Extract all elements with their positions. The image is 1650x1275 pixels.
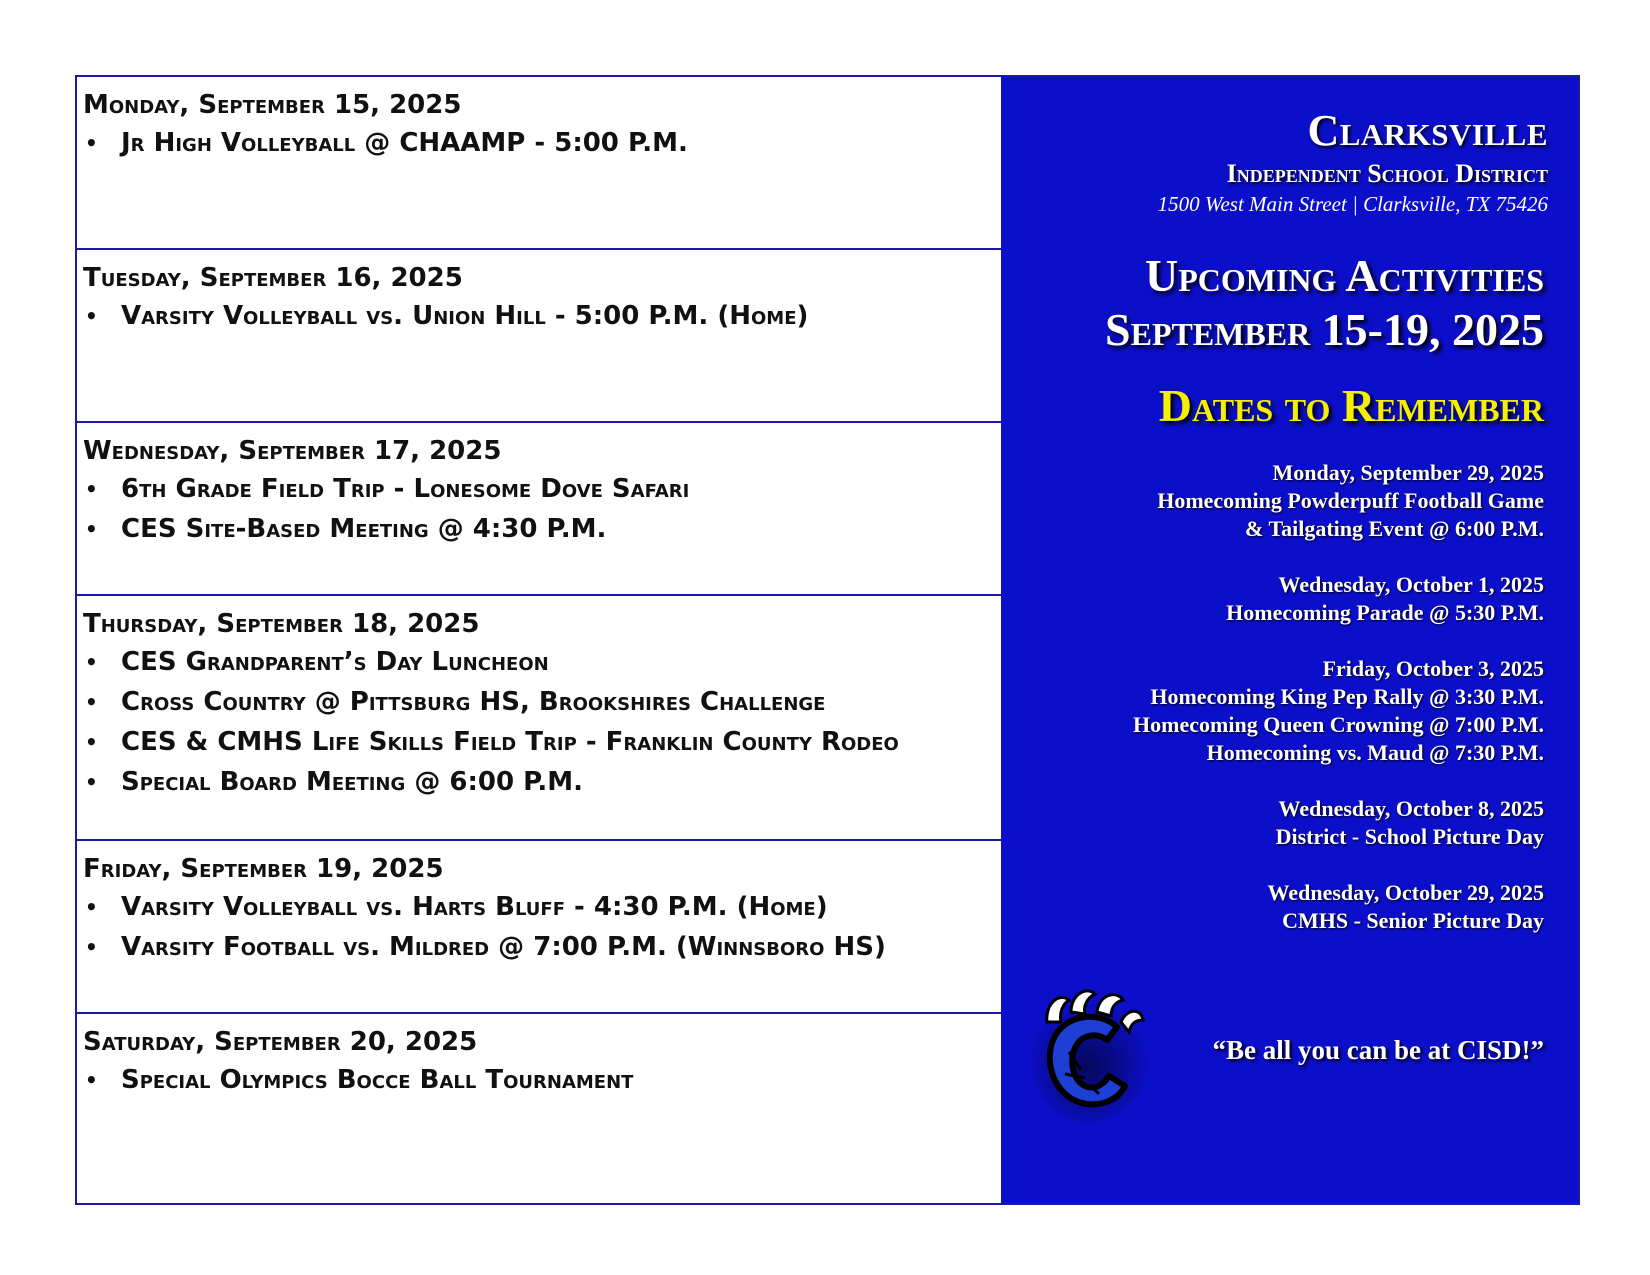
date-line: Wednesday, October 29, 2025 xyxy=(1267,880,1544,905)
day-section xyxy=(77,77,1001,250)
bullet-icon: • xyxy=(85,477,98,501)
day-title: Friday, September 19, 2025 xyxy=(83,854,444,884)
dates-to-remember-heading: Dates to Remember xyxy=(1158,380,1544,431)
schedule-column xyxy=(77,77,1001,1203)
list-item: • Jr High Volleyball @ CHAAMP - 5:00 P.M. xyxy=(85,128,688,158)
date-line: District - School Picture Day xyxy=(1275,824,1544,849)
date-block xyxy=(1024,879,1544,935)
date-block xyxy=(1024,795,1544,851)
bullet-icon: • xyxy=(85,770,98,794)
bullet-icon: • xyxy=(85,517,98,541)
list-item: • Special Olympics Bocce Ball Tournament xyxy=(85,1065,634,1095)
day-title: Saturday, September 20, 2025 xyxy=(83,1027,478,1057)
district-name: Clarksville xyxy=(1307,106,1548,155)
list-item: • Cross Country @ Pittsburg HS, Brookshires Challenge xyxy=(85,687,826,717)
list-item: • CES Grandparent’s Day Luncheon xyxy=(85,647,549,677)
dates-list xyxy=(1024,459,1544,963)
motto-quote: “Be all you can be at CISD!” xyxy=(1212,1035,1544,1065)
day-section xyxy=(77,1014,1001,1203)
list-item: • Special Board Meeting @ 6:00 P.M. xyxy=(85,767,584,797)
day-section xyxy=(77,423,1001,596)
bullet-icon: • xyxy=(85,304,98,328)
bullet-icon: • xyxy=(85,935,98,959)
district-address: 1500 West Main Street | Clarksville, TX 75426 xyxy=(1157,192,1548,216)
date-line: Friday, October 3, 2025 xyxy=(1322,656,1544,681)
day-section xyxy=(77,841,1001,1014)
day-title: Thursday, September 18, 2025 xyxy=(83,609,480,639)
list-item: • 6th Grade Field Trip - Lonesome Dove Safari xyxy=(85,474,690,504)
bullet-icon: • xyxy=(85,895,98,919)
date-line: Homecoming Powderpuff Football Game xyxy=(1157,488,1544,513)
list-item: • Varsity Volleyball vs. Harts Bluff - 4:30 P.M. (Home) xyxy=(85,892,828,922)
bullet-icon: • xyxy=(85,650,98,674)
date-line: & Tailgating Event @ 6:00 P.M. xyxy=(1245,516,1544,541)
day-section xyxy=(77,250,1001,423)
activities-heading: Upcoming Activities xyxy=(1144,250,1544,301)
date-line: Homecoming King Pep Rally @ 3:30 P.M. xyxy=(1150,684,1544,709)
date-line: Homecoming Parade @ 5:30 P.M. xyxy=(1226,600,1544,625)
date-line: Wednesday, October 8, 2025 xyxy=(1278,796,1544,821)
date-line: CMHS - Senior Picture Day xyxy=(1282,908,1544,933)
day-title: Monday, September 15, 2025 xyxy=(83,90,462,120)
date-block xyxy=(1024,655,1544,767)
activities-date-range: September 15-19, 2025 xyxy=(1105,304,1544,355)
day-title: Tuesday, September 16, 2025 xyxy=(83,263,463,293)
district-subtitle: Independent School District xyxy=(1226,159,1548,188)
list-item: • Varsity Volleyball vs. Union Hill - 5:00 P.M. (Home) xyxy=(85,301,809,331)
date-block xyxy=(1024,571,1544,627)
date-line: Homecoming vs. Maud @ 7:30 P.M. xyxy=(1206,740,1544,765)
date-line: Monday, September 29, 2025 xyxy=(1272,460,1544,485)
info-panel xyxy=(1001,77,1578,1203)
claw-c-logo-icon xyxy=(1029,982,1149,1122)
bullet-icon: • xyxy=(85,131,98,155)
list-item: • CES Site-Based Meeting @ 4:30 P.M. xyxy=(85,514,607,544)
date-line: Wednesday, October 1, 2025 xyxy=(1278,572,1544,597)
bullet-icon: • xyxy=(85,690,98,714)
date-line: Homecoming Queen Crowning @ 7:00 P.M. xyxy=(1133,712,1544,737)
flyer-frame xyxy=(75,75,1580,1205)
bullet-icon: • xyxy=(85,730,98,754)
list-item: • CES & CMHS Life Skills Field Trip - Franklin County Rodeo xyxy=(85,727,899,757)
day-section xyxy=(77,596,1001,841)
date-block xyxy=(1024,459,1544,543)
day-title: Wednesday, September 17, 2025 xyxy=(83,436,502,466)
list-item: • Varsity Football vs. Mildred @ 7:00 P.M. (Winnsboro HS) xyxy=(85,932,886,962)
bullet-icon: • xyxy=(85,1068,98,1092)
